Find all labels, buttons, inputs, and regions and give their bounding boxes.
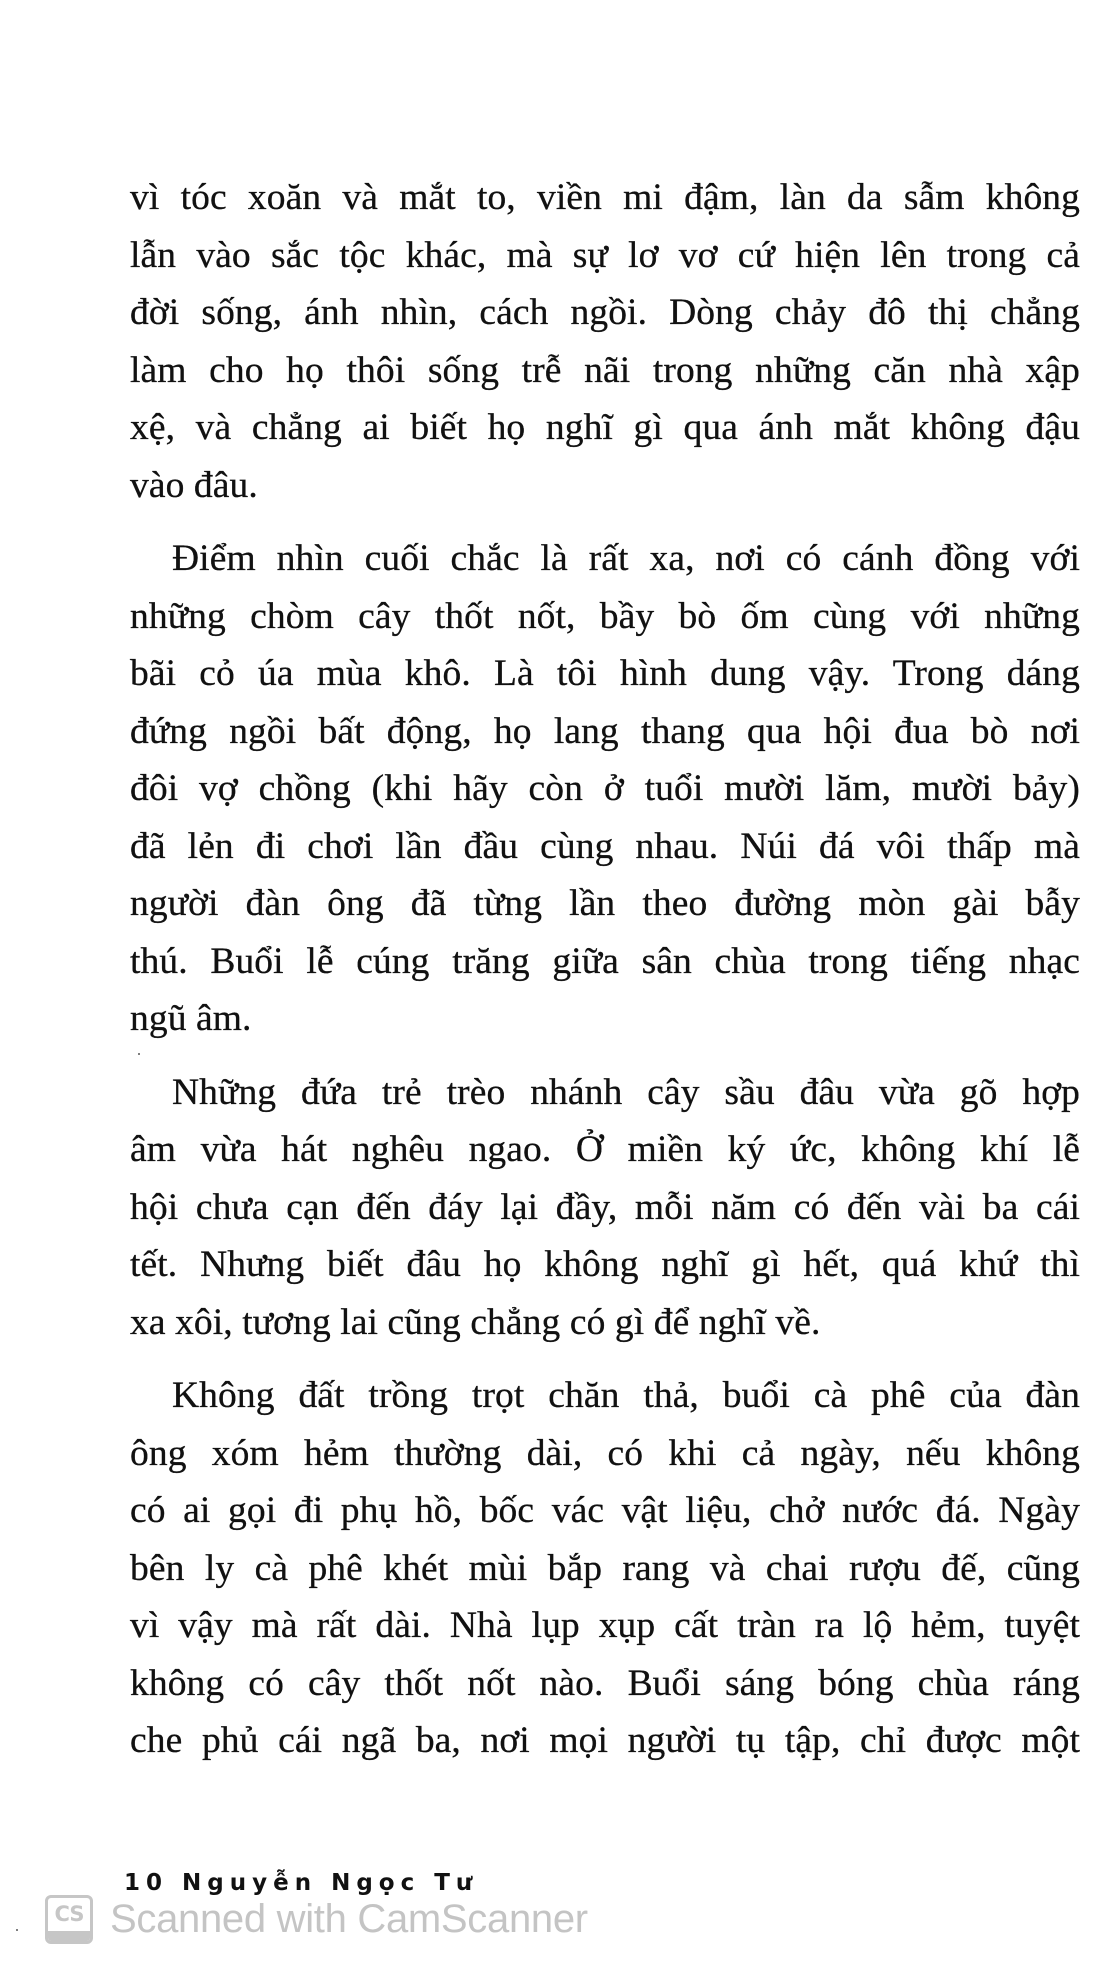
paragraph-1 bbox=[130, 169, 1080, 514]
text-line: làm cho họ thôi sống trễ nãi trong những căn nhà xập bbox=[130, 349, 1080, 391]
text-line: không có cây thốt nốt nào. Buổi sáng bóng chùa ráng bbox=[130, 1662, 1080, 1704]
text-line: bãi cỏ úa mùa khô. Là tôi hình dung vậy. Trong dáng bbox=[130, 653, 1080, 694]
author-name: Nguyễn Ngọc Tư bbox=[182, 1870, 479, 1896]
camscanner-logo-icon bbox=[45, 1895, 93, 1944]
text-line: lẫn vào sắc tộc khác, mà sự lơ vơ cứ hiện lên trong cả bbox=[130, 234, 1080, 276]
text-line: ngũ âm. bbox=[130, 998, 252, 1039]
text-line: che phủ cái ngã ba, nơi mọi người tụ tập, chỉ được một bbox=[130, 1720, 1080, 1761]
text-line: Những đứa trẻ trèo nhánh cây sầu đâu vừa gõ hợp bbox=[172, 1071, 1080, 1113]
text-line: Điểm nhìn cuối chắc là rất xa, nơi có cánh đồng với bbox=[172, 538, 1080, 579]
text-line: vào đâu. bbox=[130, 464, 258, 506]
text-line: những chòm cây thốt nốt, bầy bò ốm cùng với những bbox=[130, 595, 1080, 637]
watermark-text: Scanned with CamScanner bbox=[110, 1897, 588, 1941]
text-line: vì tóc xoăn và mắt to, viền mi đậm, làn da sẫm không bbox=[130, 177, 1080, 218]
text-line: hội chưa cạn đến đáy lại đầy, mỗi năm có đến vài ba cái bbox=[130, 1186, 1080, 1228]
text-line: tết. Nhưng biết đâu họ không nghĩ gì hết, quá khứ thì bbox=[130, 1244, 1080, 1285]
text-line: bên ly cà phê khét mùi bắp rang và chai rượu đế, cũng bbox=[130, 1547, 1080, 1589]
paragraph-3 bbox=[130, 1064, 1080, 1352]
text-line: đôi vợ chồng (khi hãy còn ở tuổi mười lăm, mười bảy) bbox=[130, 768, 1080, 809]
camscanner-logo-text: CS bbox=[54, 1901, 84, 1926]
page-footer bbox=[124, 1870, 478, 1896]
page-number: 10 bbox=[124, 1870, 169, 1896]
text-line: xa xôi, tương lai cũng chẳng có gì để nghĩ về. bbox=[130, 1301, 821, 1343]
paragraph-4 bbox=[130, 1367, 1080, 1770]
text-line: người đàn ông đã từng lần theo đường mòn gài bẫy bbox=[130, 883, 1080, 924]
text-line: Không đất trồng trọt chăn thả, buổi cà phê của đàn bbox=[172, 1375, 1080, 1416]
paragraph-2 bbox=[130, 530, 1080, 1048]
page-body-text bbox=[130, 169, 1080, 1786]
scan-speck bbox=[138, 1053, 140, 1055]
camscanner-watermark bbox=[45, 1894, 588, 1944]
text-line: ông xóm hẻm thường dài, có khi cả ngày, nếu không bbox=[130, 1432, 1080, 1474]
text-line: có ai gọi đi phụ hồ, bốc vác vật liệu, chở nước đá. Ngày bbox=[130, 1490, 1080, 1531]
text-line: đứng ngồi bất động, họ lang thang qua hội đua bò nơi bbox=[130, 710, 1080, 752]
text-line: vì vậy mà rất dài. Nhà lụp xụp cất tràn ra lộ hẻm, tuyệt bbox=[130, 1605, 1080, 1646]
text-line: đời sống, ánh nhìn, cách ngồi. Dòng chảy đô thị chẳng bbox=[130, 292, 1080, 333]
scan-speck bbox=[16, 1929, 18, 1931]
camscanner-logo-bar bbox=[48, 1931, 90, 1941]
text-line: đã lẻn đi chơi lần đầu cùng nhau. Núi đá vôi thấp mà bbox=[130, 825, 1080, 867]
text-line: xệ, và chẳng ai biết họ nghĩ gì qua ánh mắt không đậu bbox=[130, 407, 1080, 448]
text-line: âm vừa hát nghêu ngao. Ở miền ký ức, không khí lễ bbox=[130, 1129, 1080, 1170]
text-line: thú. Buổi lễ cúng trăng giữa sân chùa trong tiếng nhạc bbox=[130, 940, 1080, 982]
